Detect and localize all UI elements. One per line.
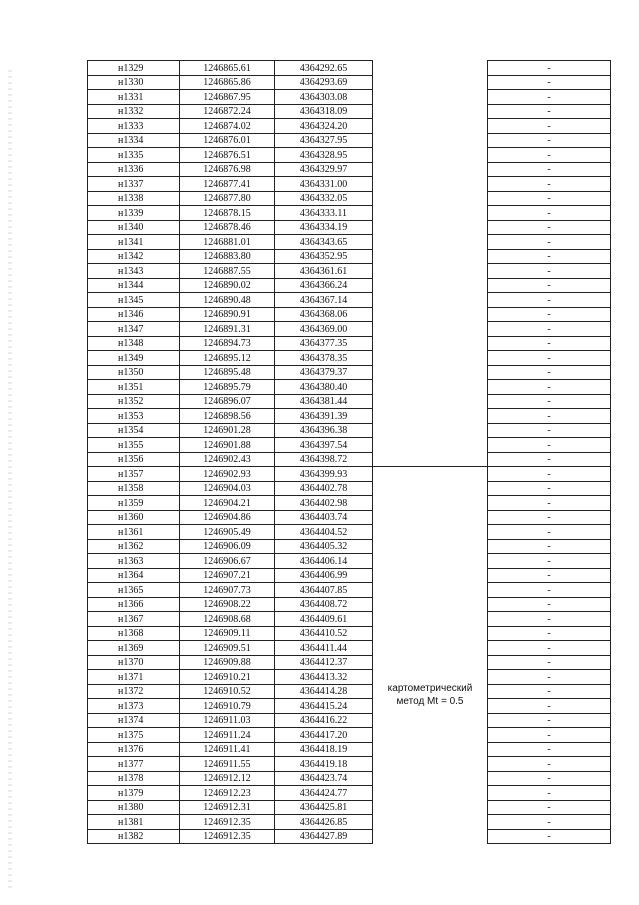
- table-row: [88, 293, 611, 308]
- x-coordinate-cell: 1246910.52: [180, 684, 275, 699]
- x-coordinate-cell: 1246912.35: [180, 815, 275, 830]
- x-coordinate-cell: 1246890.91: [180, 307, 275, 322]
- x-coordinate-cell: 1246906.09: [180, 539, 275, 554]
- point-id-cell: н1350: [88, 365, 180, 380]
- tolerance-cell: -: [488, 670, 611, 685]
- point-id-cell: н1368: [88, 626, 180, 641]
- point-id-cell: н1341: [88, 235, 180, 250]
- table-row: [88, 177, 611, 192]
- tolerance-cell: -: [488, 728, 611, 743]
- y-coordinate-cell: 4364405.32: [275, 539, 373, 554]
- tolerance-cell: -: [488, 423, 611, 438]
- y-coordinate-cell: 4364398.72: [275, 452, 373, 467]
- point-id-cell: н1340: [88, 220, 180, 235]
- x-coordinate-cell: 1246904.03: [180, 481, 275, 496]
- table-row: [88, 670, 611, 685]
- table-row: [88, 510, 611, 525]
- y-coordinate-cell: 4364418.19: [275, 742, 373, 757]
- table-row: [88, 133, 611, 148]
- table-row: [88, 728, 611, 743]
- y-coordinate-cell: 4364416.22: [275, 713, 373, 728]
- y-coordinate-cell: 4364366.24: [275, 278, 373, 293]
- method-cell: картометрический метод Mt = 0.5: [373, 467, 488, 844]
- y-coordinate-cell: 4364427.89: [275, 829, 373, 844]
- y-coordinate-cell: 4364406.99: [275, 568, 373, 583]
- y-coordinate-cell: 4364408.72: [275, 597, 373, 612]
- x-coordinate-cell: 1246911.41: [180, 742, 275, 757]
- x-coordinate-cell: 1246908.22: [180, 597, 275, 612]
- y-coordinate-cell: 4364377.35: [275, 336, 373, 351]
- table-row: [88, 699, 611, 714]
- table-row: [88, 481, 611, 496]
- x-coordinate-cell: 1246906.67: [180, 554, 275, 569]
- tolerance-cell: -: [488, 336, 611, 351]
- x-coordinate-cell: 1246867.95: [180, 90, 275, 105]
- table-row: [88, 278, 611, 293]
- y-coordinate-cell: 4364352.95: [275, 249, 373, 264]
- x-coordinate-cell: 1246865.61: [180, 61, 275, 76]
- table-row: [88, 641, 611, 656]
- table-row: [88, 452, 611, 467]
- y-coordinate-cell: 4364414.28: [275, 684, 373, 699]
- table-row: [88, 119, 611, 134]
- table-row: [88, 75, 611, 90]
- point-id-cell: н1338: [88, 191, 180, 206]
- table-row: [88, 612, 611, 627]
- tolerance-cell: -: [488, 815, 611, 830]
- tolerance-cell: -: [488, 322, 611, 337]
- tolerance-cell: -: [488, 655, 611, 670]
- tolerance-cell: -: [488, 104, 611, 119]
- tolerance-cell: -: [488, 757, 611, 772]
- table-row: [88, 597, 611, 612]
- point-id-cell: н1371: [88, 670, 180, 685]
- x-coordinate-cell: 1246901.88: [180, 438, 275, 453]
- point-id-cell: н1351: [88, 380, 180, 395]
- table-row: [88, 757, 611, 772]
- x-coordinate-cell: 1246890.48: [180, 293, 275, 308]
- table-row: [88, 626, 611, 641]
- y-coordinate-cell: 4364331.00: [275, 177, 373, 192]
- table-row: [88, 351, 611, 366]
- table-row: [88, 220, 611, 235]
- y-coordinate-cell: 4364412.37: [275, 655, 373, 670]
- point-id-cell: н1353: [88, 409, 180, 424]
- tolerance-cell: -: [488, 235, 611, 250]
- tolerance-cell: -: [488, 148, 611, 163]
- y-coordinate-cell: 4364328.95: [275, 148, 373, 163]
- tolerance-cell: -: [488, 307, 611, 322]
- tolerance-cell: -: [488, 264, 611, 279]
- point-id-cell: н1367: [88, 612, 180, 627]
- table-row: [88, 423, 611, 438]
- tolerance-cell: -: [488, 365, 611, 380]
- y-coordinate-cell: 4364406.14: [275, 554, 373, 569]
- y-coordinate-cell: 4364334.19: [275, 220, 373, 235]
- point-id-cell: н1376: [88, 742, 180, 757]
- tolerance-cell: -: [488, 525, 611, 540]
- y-coordinate-cell: 4364396.38: [275, 423, 373, 438]
- y-coordinate-cell: 4364333.11: [275, 206, 373, 221]
- tolerance-cell: -: [488, 61, 611, 76]
- tolerance-cell: -: [488, 220, 611, 235]
- y-coordinate-cell: 4364361.61: [275, 264, 373, 279]
- tolerance-cell: -: [488, 583, 611, 598]
- point-id-cell: н1358: [88, 481, 180, 496]
- table-row: [88, 235, 611, 250]
- table-row: [88, 829, 611, 844]
- point-id-cell: н1332: [88, 104, 180, 119]
- tolerance-cell: -: [488, 568, 611, 583]
- table-row: [88, 684, 611, 699]
- point-id-cell: н1336: [88, 162, 180, 177]
- point-id-cell: н1335: [88, 148, 180, 163]
- point-id-cell: н1345: [88, 293, 180, 308]
- tolerance-cell: -: [488, 742, 611, 757]
- x-coordinate-cell: 1246872.24: [180, 104, 275, 119]
- table-row: [88, 568, 611, 583]
- table-row: [88, 380, 611, 395]
- x-coordinate-cell: 1246912.23: [180, 786, 275, 801]
- point-id-cell: н1370: [88, 655, 180, 670]
- point-id-cell: н1362: [88, 539, 180, 554]
- y-coordinate-cell: 4364332.05: [275, 191, 373, 206]
- table-row: [88, 467, 611, 482]
- point-id-cell: н1357: [88, 467, 180, 482]
- x-coordinate-cell: 1246912.35: [180, 829, 275, 844]
- tolerance-cell: -: [488, 699, 611, 714]
- x-coordinate-cell: 1246908.68: [180, 612, 275, 627]
- tolerance-cell: -: [488, 206, 611, 221]
- tolerance-cell: -: [488, 394, 611, 409]
- x-coordinate-cell: 1246895.79: [180, 380, 275, 395]
- x-coordinate-cell: 1246894.73: [180, 336, 275, 351]
- tolerance-cell: -: [488, 713, 611, 728]
- y-coordinate-cell: 4364399.93: [275, 467, 373, 482]
- y-coordinate-cell: 4364397.54: [275, 438, 373, 453]
- point-id-cell: н1374: [88, 713, 180, 728]
- point-id-cell: н1359: [88, 496, 180, 511]
- coordinates-table-body: [88, 61, 611, 844]
- table-row: [88, 191, 611, 206]
- y-coordinate-cell: 4364293.69: [275, 75, 373, 90]
- tolerance-cell: -: [488, 438, 611, 453]
- y-coordinate-cell: 4364324.20: [275, 119, 373, 134]
- y-coordinate-cell: 4364417.20: [275, 728, 373, 743]
- point-id-cell: н1354: [88, 423, 180, 438]
- x-coordinate-cell: 1246909.88: [180, 655, 275, 670]
- x-coordinate-cell: 1246881.01: [180, 235, 275, 250]
- tolerance-cell: -: [488, 612, 611, 627]
- point-id-cell: н1347: [88, 322, 180, 337]
- x-coordinate-cell: 1246912.12: [180, 771, 275, 786]
- x-coordinate-cell: 1246878.15: [180, 206, 275, 221]
- x-coordinate-cell: 1246911.24: [180, 728, 275, 743]
- table-row: [88, 713, 611, 728]
- y-coordinate-cell: 4364407.85: [275, 583, 373, 598]
- tolerance-cell: -: [488, 162, 611, 177]
- table-row: [88, 104, 611, 119]
- x-coordinate-cell: 1246876.98: [180, 162, 275, 177]
- point-id-cell: н1382: [88, 829, 180, 844]
- x-coordinate-cell: 1246877.41: [180, 177, 275, 192]
- tolerance-cell: -: [488, 467, 611, 482]
- point-id-cell: н1377: [88, 757, 180, 772]
- point-id-cell: н1379: [88, 786, 180, 801]
- point-id-cell: н1344: [88, 278, 180, 293]
- table-row: [88, 61, 611, 76]
- x-coordinate-cell: 1246910.21: [180, 670, 275, 685]
- x-coordinate-cell: 1246898.56: [180, 409, 275, 424]
- table-row: [88, 148, 611, 163]
- table-row: [88, 322, 611, 337]
- y-coordinate-cell: 4364424.77: [275, 786, 373, 801]
- tolerance-cell: -: [488, 597, 611, 612]
- tolerance-cell: -: [488, 554, 611, 569]
- table-row: [88, 742, 611, 757]
- point-id-cell: н1366: [88, 597, 180, 612]
- y-coordinate-cell: 4364318.09: [275, 104, 373, 119]
- y-coordinate-cell: 4364411.44: [275, 641, 373, 656]
- tolerance-cell: -: [488, 409, 611, 424]
- y-coordinate-cell: 4364402.78: [275, 481, 373, 496]
- point-id-cell: н1369: [88, 641, 180, 656]
- tolerance-cell: -: [488, 641, 611, 656]
- point-id-cell: н1343: [88, 264, 180, 279]
- x-coordinate-cell: 1246907.73: [180, 583, 275, 598]
- point-id-cell: н1337: [88, 177, 180, 192]
- table-row: [88, 815, 611, 830]
- point-id-cell: н1330: [88, 75, 180, 90]
- y-coordinate-cell: 4364378.35: [275, 351, 373, 366]
- point-id-cell: н1373: [88, 699, 180, 714]
- tolerance-cell: -: [488, 90, 611, 105]
- y-coordinate-cell: 4364409.61: [275, 612, 373, 627]
- y-coordinate-cell: 4364402.98: [275, 496, 373, 511]
- tolerance-cell: -: [488, 539, 611, 554]
- tolerance-cell: -: [488, 626, 611, 641]
- y-coordinate-cell: 4364292.65: [275, 61, 373, 76]
- x-coordinate-cell: 1246910.79: [180, 699, 275, 714]
- point-id-cell: н1365: [88, 583, 180, 598]
- y-coordinate-cell: 4364367.14: [275, 293, 373, 308]
- tolerance-cell: -: [488, 177, 611, 192]
- point-id-cell: н1339: [88, 206, 180, 221]
- point-id-cell: н1333: [88, 119, 180, 134]
- y-coordinate-cell: 4364369.00: [275, 322, 373, 337]
- point-id-cell: н1355: [88, 438, 180, 453]
- y-coordinate-cell: 4364426.85: [275, 815, 373, 830]
- x-coordinate-cell: 1246911.55: [180, 757, 275, 772]
- tolerance-cell: -: [488, 771, 611, 786]
- point-id-cell: н1381: [88, 815, 180, 830]
- tolerance-cell: -: [488, 380, 611, 395]
- x-coordinate-cell: 1246895.12: [180, 351, 275, 366]
- y-coordinate-cell: 4364423.74: [275, 771, 373, 786]
- point-id-cell: н1356: [88, 452, 180, 467]
- x-coordinate-cell: 1246876.01: [180, 133, 275, 148]
- tolerance-cell: -: [488, 75, 611, 90]
- table-row: [88, 800, 611, 815]
- point-id-cell: н1380: [88, 800, 180, 815]
- y-coordinate-cell: 4364404.52: [275, 525, 373, 540]
- point-id-cell: н1348: [88, 336, 180, 351]
- tolerance-cell: -: [488, 481, 611, 496]
- x-coordinate-cell: 1246895.48: [180, 365, 275, 380]
- table-row: [88, 249, 611, 264]
- table-row: [88, 336, 611, 351]
- tolerance-cell: -: [488, 293, 611, 308]
- table-row: [88, 307, 611, 322]
- tolerance-cell: -: [488, 191, 611, 206]
- y-coordinate-cell: 4364403.74: [275, 510, 373, 525]
- table-row: [88, 409, 611, 424]
- table-row: [88, 771, 611, 786]
- table-row: [88, 525, 611, 540]
- table-row: [88, 394, 611, 409]
- x-coordinate-cell: 1246904.21: [180, 496, 275, 511]
- method-cell-empty: [373, 61, 488, 467]
- tolerance-cell: -: [488, 119, 611, 134]
- table-row: [88, 264, 611, 279]
- y-coordinate-cell: 4364413.32: [275, 670, 373, 685]
- x-coordinate-cell: 1246878.46: [180, 220, 275, 235]
- point-id-cell: н1352: [88, 394, 180, 409]
- x-coordinate-cell: 1246904.86: [180, 510, 275, 525]
- x-coordinate-cell: 1246890.02: [180, 278, 275, 293]
- table-row: [88, 438, 611, 453]
- table-row: [88, 786, 611, 801]
- y-coordinate-cell: 4364303.08: [275, 90, 373, 105]
- y-coordinate-cell: 4364419.18: [275, 757, 373, 772]
- table-row: [88, 554, 611, 569]
- y-coordinate-cell: 4364415.24: [275, 699, 373, 714]
- point-id-cell: н1349: [88, 351, 180, 366]
- y-coordinate-cell: 4364381.44: [275, 394, 373, 409]
- y-coordinate-cell: 4364329.97: [275, 162, 373, 177]
- y-coordinate-cell: 4364410.52: [275, 626, 373, 641]
- tolerance-cell: -: [488, 786, 611, 801]
- tolerance-cell: -: [488, 278, 611, 293]
- table-row: [88, 162, 611, 177]
- x-coordinate-cell: 1246909.11: [180, 626, 275, 641]
- x-coordinate-cell: 1246902.43: [180, 452, 275, 467]
- x-coordinate-cell: 1246907.21: [180, 568, 275, 583]
- y-coordinate-cell: 4364380.40: [275, 380, 373, 395]
- table-row: [88, 496, 611, 511]
- tolerance-cell: -: [488, 133, 611, 148]
- y-coordinate-cell: 4364343.65: [275, 235, 373, 250]
- tolerance-cell: -: [488, 496, 611, 511]
- y-coordinate-cell: 4364425.81: [275, 800, 373, 815]
- x-coordinate-cell: 1246883.80: [180, 249, 275, 264]
- point-id-cell: н1375: [88, 728, 180, 743]
- table-row: [88, 365, 611, 380]
- tolerance-cell: -: [488, 452, 611, 467]
- y-coordinate-cell: 4364379.37: [275, 365, 373, 380]
- x-coordinate-cell: 1246901.28: [180, 423, 275, 438]
- y-coordinate-cell: 4364327.95: [275, 133, 373, 148]
- x-coordinate-cell: 1246911.03: [180, 713, 275, 728]
- point-id-cell: н1361: [88, 525, 180, 540]
- point-id-cell: н1364: [88, 568, 180, 583]
- x-coordinate-cell: 1246865.86: [180, 75, 275, 90]
- x-coordinate-cell: 1246876.51: [180, 148, 275, 163]
- tolerance-cell: -: [488, 249, 611, 264]
- tolerance-cell: -: [488, 800, 611, 815]
- point-id-cell: н1346: [88, 307, 180, 322]
- y-coordinate-cell: 4364368.06: [275, 307, 373, 322]
- point-id-cell: н1372: [88, 684, 180, 699]
- point-id-cell: н1331: [88, 90, 180, 105]
- point-id-cell: н1334: [88, 133, 180, 148]
- scan-margin-artifact: [8, 70, 12, 890]
- tolerance-cell: -: [488, 351, 611, 366]
- x-coordinate-cell: 1246896.07: [180, 394, 275, 409]
- point-id-cell: н1378: [88, 771, 180, 786]
- point-id-cell: н1363: [88, 554, 180, 569]
- table-row: [88, 655, 611, 670]
- table-row: [88, 206, 611, 221]
- point-id-cell: н1329: [88, 61, 180, 76]
- point-id-cell: н1342: [88, 249, 180, 264]
- x-coordinate-cell: 1246877.80: [180, 191, 275, 206]
- tolerance-cell: -: [488, 510, 611, 525]
- x-coordinate-cell: 1246902.93: [180, 467, 275, 482]
- coordinates-table: [87, 60, 611, 844]
- x-coordinate-cell: 1246912.31: [180, 800, 275, 815]
- x-coordinate-cell: 1246905.49: [180, 525, 275, 540]
- x-coordinate-cell: 1246909.51: [180, 641, 275, 656]
- tolerance-cell: -: [488, 829, 611, 844]
- y-coordinate-cell: 4364391.39: [275, 409, 373, 424]
- table-row: [88, 539, 611, 554]
- x-coordinate-cell: 1246887.55: [180, 264, 275, 279]
- table-row: [88, 90, 611, 105]
- x-coordinate-cell: 1246874.02: [180, 119, 275, 134]
- table-row: [88, 583, 611, 598]
- x-coordinate-cell: 1246891.31: [180, 322, 275, 337]
- point-id-cell: н1360: [88, 510, 180, 525]
- tolerance-cell: -: [488, 684, 611, 699]
